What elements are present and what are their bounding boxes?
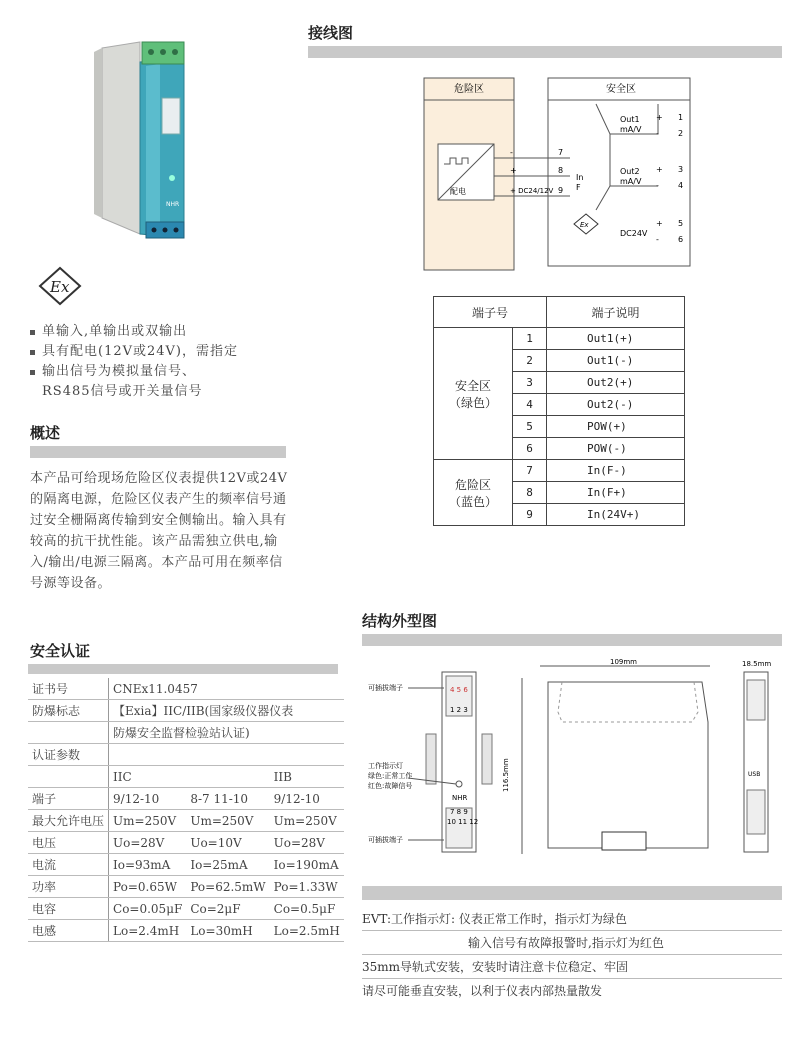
cert-cell xyxy=(186,744,269,766)
svg-text:Out2: Out2 xyxy=(620,167,640,176)
cert-cell xyxy=(109,744,187,766)
svg-text:+: + xyxy=(510,166,517,175)
divider xyxy=(362,634,782,646)
terminal-description: Out1(+) xyxy=(547,328,685,350)
terminal-description: In(F-) xyxy=(547,460,685,482)
cert-cell: Um=250V xyxy=(186,810,269,832)
divider xyxy=(28,664,338,674)
svg-text:绿色:正常工作: 绿色:正常工作 xyxy=(368,772,413,780)
svg-text:红色:故障信号: 红色:故障信号 xyxy=(368,782,413,790)
cert-title: 安全认证 xyxy=(30,642,91,660)
svg-text:Ex: Ex xyxy=(580,221,589,229)
terminal-description: Out2(-) xyxy=(547,394,685,416)
cert-row xyxy=(28,744,344,766)
cert-cell: Co=2μF xyxy=(186,898,269,920)
header-terminal-no: 端子号 xyxy=(434,297,547,328)
wiring-diagram xyxy=(420,74,700,274)
svg-text:可插拔端子: 可插拔端子 xyxy=(368,684,403,692)
cert-cell: Io=25mA xyxy=(186,854,269,876)
cert-cell: 功率 xyxy=(28,876,109,898)
cert-cell: 端子 xyxy=(28,788,109,810)
cert-cell: Io=93mA xyxy=(109,854,187,876)
terminal-description: Out1(-) xyxy=(547,350,685,372)
structure-drawing xyxy=(362,652,782,862)
svg-text:116.5mm: 116.5mm xyxy=(502,758,510,792)
svg-text:NHR: NHR xyxy=(166,201,180,208)
cert-cell: CNEx11.0457 xyxy=(109,678,344,700)
svg-text:可插拔端子: 可插拔端子 xyxy=(368,836,403,844)
svg-text:F: F xyxy=(576,183,581,192)
note-row: 35mm导轨式安装，安装时请注意卡位稳定、牢固 xyxy=(362,956,782,979)
cert-cell: Io=190mA xyxy=(270,854,344,876)
svg-text:4: 4 xyxy=(678,181,684,190)
svg-text:安全区: 安全区 xyxy=(606,84,636,95)
feature-list xyxy=(30,322,238,402)
cert-cell: Uo=28V xyxy=(270,832,344,854)
cert-row xyxy=(28,832,344,854)
terminal-description: POW(-) xyxy=(547,438,685,460)
wiring-title: 接线图 xyxy=(308,24,354,42)
terminal-description: In(24V+) xyxy=(547,504,685,526)
svg-text:USB: USB xyxy=(748,771,761,778)
svg-text:9: 9 xyxy=(558,186,564,195)
cert-cell: Lo=30mH xyxy=(186,920,269,942)
divider xyxy=(308,46,782,58)
terminal-group-label: 危险区 xyxy=(455,477,492,492)
svg-text:8: 8 xyxy=(558,166,564,175)
svg-text:10 11 12: 10 11 12 xyxy=(447,818,479,826)
svg-text:危险区: 危险区 xyxy=(454,84,484,95)
terminal-group-label: 安全区 xyxy=(455,378,492,393)
cert-row xyxy=(28,920,344,942)
terminal-group-sub: （蓝色） xyxy=(449,494,498,509)
terminal-number: 9 xyxy=(513,504,547,526)
svg-text:+: + xyxy=(656,165,663,174)
cert-cell: Co=0.05μF xyxy=(109,898,187,920)
svg-text:18.5mm: 18.5mm xyxy=(742,660,772,668)
svg-text:6: 6 xyxy=(678,235,684,244)
cert-row xyxy=(28,700,344,722)
terminal-row xyxy=(434,328,685,350)
cert-cell: Po=62.5mW xyxy=(186,876,269,898)
cert-row xyxy=(28,810,344,832)
cert-cell: 电感 xyxy=(28,920,109,942)
cert-cell: 电流 xyxy=(28,854,109,876)
terminal-group xyxy=(434,328,513,460)
cert-row xyxy=(28,678,344,700)
cert-cell xyxy=(270,744,344,766)
cert-row xyxy=(28,722,344,744)
note-row: EVT:工作指示灯: 仪表正常工作时，指示灯为绿色 xyxy=(362,908,782,931)
svg-text:1: 1 xyxy=(678,113,684,122)
cert-cell: Po=1.33W xyxy=(270,876,344,898)
svg-text:mA/V: mA/V xyxy=(620,177,642,186)
product-photo xyxy=(88,38,198,248)
svg-text:7 8 9: 7 8 9 xyxy=(450,808,468,816)
cert-cell: Co=0.5μF xyxy=(270,898,344,920)
cert-cell: 认证参数 xyxy=(28,744,109,766)
terminal-number: 2 xyxy=(513,350,547,372)
svg-text:工作指示灯: 工作指示灯 xyxy=(368,762,403,770)
terminal-number: 6 xyxy=(513,438,547,460)
terminal-number: 8 xyxy=(513,482,547,504)
feature-item: 单输入,单输出或双输出 xyxy=(30,322,238,342)
svg-text:7: 7 xyxy=(558,148,564,157)
cert-cell: IIB xyxy=(270,766,344,788)
overview-text: 本产品可给现场危险区仪表提供12V或24V的隔离电源，危险区仪表产生的频率信号通过安全栅隔离传输到安全侧输出。输入具有较高的抗干扰性能。该产品需独立供电,输入/输出/电源三隔离。本产品可用在频率信号源等设备。 xyxy=(30,471,288,591)
terminal-table xyxy=(433,296,685,526)
cert-cell: 最大允许电压 xyxy=(28,810,109,832)
svg-text:配电: 配电 xyxy=(450,187,466,196)
feature-item: 具有配电(12V或24V)，需指定 xyxy=(30,342,238,362)
cert-cell xyxy=(186,766,269,788)
terminal-description: POW(+) xyxy=(547,416,685,438)
terminal-group-sub: （绿色） xyxy=(449,395,498,410)
header-terminal-desc: 端子说明 xyxy=(547,297,685,328)
cert-cell: Po=0.65W xyxy=(109,876,187,898)
cert-cell: 证书号 xyxy=(28,678,109,700)
svg-text:In: In xyxy=(576,173,584,182)
feature-item: RS485信号或开关量信号 xyxy=(42,384,203,399)
cert-cell: IIC xyxy=(109,766,187,788)
divider xyxy=(30,446,286,458)
overview-title: 概述 xyxy=(30,424,61,442)
structure-title: 结构外型图 xyxy=(362,612,438,630)
terminal-number: 3 xyxy=(513,372,547,394)
note-row: 输入信号有故障报警时,指示灯为红色 xyxy=(362,932,782,955)
terminal-number: 7 xyxy=(513,460,547,482)
cert-cell: 【Exia】IIC/IIB(国家级仪器仪表 xyxy=(109,700,344,722)
cert-table xyxy=(28,678,344,942)
svg-text:mA/V: mA/V xyxy=(620,125,642,134)
svg-text:NHR: NHR xyxy=(452,794,468,802)
feature-item: 输出信号为模拟量信号、 xyxy=(30,362,238,382)
cert-cell: Lo=2.5mH xyxy=(270,920,344,942)
svg-text:DC24V: DC24V xyxy=(620,229,648,238)
svg-text:+ DC24/12V: + DC24/12V xyxy=(510,187,554,195)
terminal-number: 4 xyxy=(513,394,547,416)
svg-text:+: + xyxy=(656,219,663,228)
cert-cell: 防爆安全监督检验站认证) xyxy=(109,722,344,744)
cert-cell: Um=250V xyxy=(270,810,344,832)
svg-text:+: + xyxy=(656,113,663,122)
cert-cell: 防爆标志 xyxy=(28,700,109,722)
cert-cell xyxy=(28,722,109,744)
cert-cell: 9/12-10 xyxy=(270,788,344,810)
cert-row xyxy=(28,788,344,810)
cert-row xyxy=(28,876,344,898)
svg-text:109mm: 109mm xyxy=(610,658,637,666)
terminal-group xyxy=(434,460,513,526)
svg-text:4 5 6: 4 5 6 xyxy=(450,686,468,694)
terminal-row xyxy=(434,460,685,482)
svg-text:Out1: Out1 xyxy=(620,115,640,124)
svg-text:5: 5 xyxy=(678,219,684,228)
svg-text:Ex: Ex xyxy=(50,278,70,296)
terminal-description: In(F+) xyxy=(547,482,685,504)
svg-text:-: - xyxy=(656,235,659,244)
cert-cell: 8-7 11-10 xyxy=(186,788,269,810)
cert-cell: 电容 xyxy=(28,898,109,920)
note-row: 请尽可能垂直安装，以利于仪表内部热量散发 xyxy=(362,984,603,998)
cert-cell xyxy=(28,766,109,788)
svg-text:1 2 3: 1 2 3 xyxy=(450,706,468,714)
svg-text:-: - xyxy=(510,148,513,157)
cert-cell: Um=250V xyxy=(109,810,187,832)
ex-symbol-icon xyxy=(38,266,82,306)
svg-text:-: - xyxy=(656,181,659,190)
cert-cell: Uo=10V xyxy=(186,832,269,854)
terminal-number: 5 xyxy=(513,416,547,438)
divider xyxy=(362,886,782,900)
terminal-description: Out2(+) xyxy=(547,372,685,394)
cert-cell: 9/12-10 xyxy=(109,788,187,810)
cert-cell: 电压 xyxy=(28,832,109,854)
cert-row xyxy=(28,766,344,788)
svg-text:2: 2 xyxy=(678,129,684,138)
svg-text:3: 3 xyxy=(678,165,684,174)
svg-text:-: - xyxy=(656,129,659,138)
cert-row xyxy=(28,898,344,920)
cert-cell: Uo=28V xyxy=(109,832,187,854)
cert-row xyxy=(28,854,344,876)
cert-cell: Lo=2.4mH xyxy=(109,920,187,942)
terminal-number: 1 xyxy=(513,328,547,350)
